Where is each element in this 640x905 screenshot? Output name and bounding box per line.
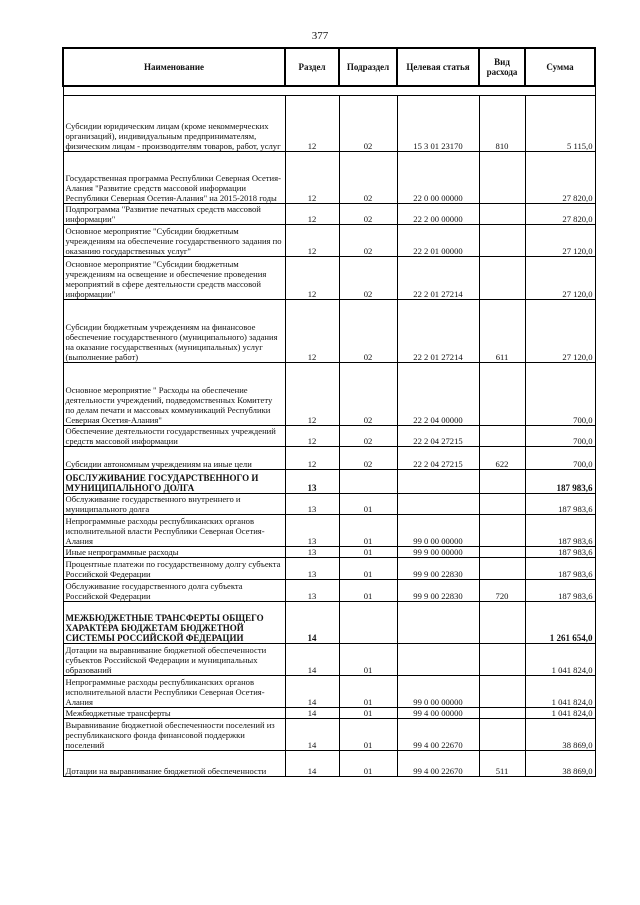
- header-subsection: Подраздел: [339, 48, 397, 86]
- cell-sum: 187 983,6: [525, 515, 595, 547]
- table-row: [63, 447, 595, 470]
- cell-expense-type: [479, 547, 525, 558]
- cell-section: 13: [285, 515, 339, 547]
- cell-subsection: 02: [339, 152, 397, 204]
- cell-subsection: 01: [339, 751, 397, 777]
- cell-target: 99 9 00 22830: [397, 558, 479, 580]
- header-expense-type: Вид расхода: [479, 48, 525, 86]
- cell-target: 22 2 00 00000: [397, 204, 479, 225]
- cell-sum: 187 983,6: [525, 470, 595, 494]
- header-name: Наименование: [63, 48, 285, 86]
- cell-expense-type: 810: [479, 96, 525, 152]
- cell-name: Выравнивание бюджетной обеспеченности поселений из республиканского фонда финансовой поддержки поселений: [63, 719, 285, 751]
- cell-expense-type: [479, 708, 525, 719]
- cell-expense-type: [479, 494, 525, 515]
- cell-target: 99 0 00 00000: [397, 515, 479, 547]
- cell-expense-type: [479, 225, 525, 257]
- budget-table: [62, 47, 596, 777]
- cell-target: 22 2 01 27214: [397, 257, 479, 300]
- cell-section: 12: [285, 447, 339, 470]
- cell-subsection: 02: [339, 257, 397, 300]
- cell-section: 14: [285, 676, 339, 708]
- cell-subsection: 01: [339, 719, 397, 751]
- table-row: [63, 676, 595, 708]
- cell-sum: 1 041 824,0: [525, 644, 595, 676]
- table-header: [63, 48, 595, 86]
- cell-sum: 27 120,0: [525, 300, 595, 363]
- table-row: [63, 558, 595, 580]
- cell-sum: 27 820,0: [525, 152, 595, 204]
- cell-expense-type: [479, 515, 525, 547]
- cell-name: Межбюджетные трансферты: [63, 708, 285, 719]
- cell-sum: 1 041 824,0: [525, 676, 595, 708]
- table-row: [63, 204, 595, 225]
- cell-expense-type: [479, 204, 525, 225]
- cell-target: 99 9 00 22830: [397, 580, 479, 602]
- table-row: [63, 602, 595, 644]
- cell-section: 13: [285, 558, 339, 580]
- cell-sum: 38 869,0: [525, 751, 595, 777]
- cell-subsection: 02: [339, 300, 397, 363]
- header-target: Целевая статья: [397, 48, 479, 86]
- cell-target: 22 2 01 27214: [397, 300, 479, 363]
- cell-expense-type: [479, 363, 525, 426]
- cell-subsection: [339, 470, 397, 494]
- cell-section: 14: [285, 602, 339, 644]
- table-row: [63, 426, 595, 447]
- cell-section: 13: [285, 580, 339, 602]
- table-row: [63, 152, 595, 204]
- cell-target: 99 4 00 22670: [397, 719, 479, 751]
- cell-target: [397, 470, 479, 494]
- cell-section: 12: [285, 96, 339, 152]
- cell-expense-type: [479, 470, 525, 494]
- cell-name: Основное мероприятие "Субсидии бюджетным учреждениям на освещение и обеспечение проведения мероприятий в сфере деятельности средств массовой информации": [63, 257, 285, 300]
- table-row: [63, 580, 595, 602]
- cell-name: ОБСЛУЖИВАНИЕ ГОСУДАРСТВЕННОГО И МУНИЦИПАЛЬНОГО ДОЛГА: [63, 470, 285, 494]
- cell-section: 12: [285, 300, 339, 363]
- cell-section: 12: [285, 257, 339, 300]
- cell-sum: 38 869,0: [525, 719, 595, 751]
- cell-name: Обеспечение деятельности государственных учреждений средств массовой информации: [63, 426, 285, 447]
- cell-name: Дотации на выравнивание бюджетной обеспеченности субъектов Российской Федерации и муниципальных образований: [63, 644, 285, 676]
- cell-target: 99 0 00 00000: [397, 676, 479, 708]
- table-row: [63, 225, 595, 257]
- cell-section: 12: [285, 204, 339, 225]
- cell-name: Подпрограмма "Развитие печатных средств массовой информации": [63, 204, 285, 225]
- table-row: [63, 708, 595, 719]
- cell-subsection: 01: [339, 708, 397, 719]
- cell-section: 14: [285, 719, 339, 751]
- cell-subsection: 02: [339, 426, 397, 447]
- cell-expense-type: [479, 558, 525, 580]
- table-row: [63, 257, 595, 300]
- cell-sum: 187 983,6: [525, 494, 595, 515]
- cell-subsection: 01: [339, 515, 397, 547]
- cell-target: 99 9 00 00000: [397, 547, 479, 558]
- cell-sum: 187 983,6: [525, 580, 595, 602]
- cell-name: Непрограммные расходы республиканских органов исполнительной власти Республики Северная Осетия-Алания: [63, 676, 285, 708]
- cell-expense-type: [479, 676, 525, 708]
- cell-target: 22 2 04 27215: [397, 447, 479, 470]
- cell-section: 12: [285, 426, 339, 447]
- table-row: [63, 96, 595, 152]
- cell-subsection: 01: [339, 494, 397, 515]
- cell-section: 12: [285, 363, 339, 426]
- cell-name: Субсидии юридическим лицам (кроме некоммерческих организаций), индивидуальным предпринимателям, физическим лицам - производителям товаров, работ, услуг: [63, 96, 285, 152]
- table-row: [63, 644, 595, 676]
- cell-section: 14: [285, 751, 339, 777]
- cell-sum: 187 983,6: [525, 558, 595, 580]
- cell-subsection: 01: [339, 676, 397, 708]
- cell-subsection: [339, 602, 397, 644]
- table-spacer-row: [63, 86, 595, 96]
- cell-sum: 700,0: [525, 363, 595, 426]
- cell-target: 22 2 04 27215: [397, 426, 479, 447]
- cell-target: 22 0 00 00000: [397, 152, 479, 204]
- cell-sum: 5 115,0: [525, 96, 595, 152]
- cell-subsection: 01: [339, 644, 397, 676]
- cell-sum: 700,0: [525, 426, 595, 447]
- cell-subsection: 02: [339, 447, 397, 470]
- cell-section: 14: [285, 708, 339, 719]
- cell-subsection: 02: [339, 363, 397, 426]
- cell-name: МЕЖБЮДЖЕТНЫЕ ТРАНСФЕРТЫ ОБЩЕГО ХАРАКТЕРА БЮДЖЕТАМ БЮДЖЕТНОЙ СИСТЕМЫ РОССИЙСКОЙ ФЕДЕРАЦИИ: [63, 602, 285, 644]
- cell-subsection: 01: [339, 547, 397, 558]
- cell-section: 13: [285, 470, 339, 494]
- cell-subsection: 01: [339, 558, 397, 580]
- cell-target: [397, 644, 479, 676]
- cell-expense-type: 622: [479, 447, 525, 470]
- cell-expense-type: 611: [479, 300, 525, 363]
- cell-expense-type: [479, 152, 525, 204]
- table-body: [63, 86, 595, 777]
- spacer-cell: [63, 86, 595, 96]
- cell-sum: 27 820,0: [525, 204, 595, 225]
- table-row: [63, 470, 595, 494]
- table-row: [63, 547, 595, 558]
- cell-name: Дотации на выравнивание бюджетной обеспеченности: [63, 751, 285, 777]
- cell-name: Иные непрограммные расходы: [63, 547, 285, 558]
- cell-target: 15 3 01 23170: [397, 96, 479, 152]
- cell-section: 12: [285, 152, 339, 204]
- cell-name: Основное мероприятие "Субсидии бюджетным учреждениям на обеспечение государственного задания по оказанию государственных услуг": [63, 225, 285, 257]
- cell-section: 14: [285, 644, 339, 676]
- cell-sum: 1 261 654,0: [525, 602, 595, 644]
- cell-target: [397, 602, 479, 644]
- cell-target: 99 4 00 00000: [397, 708, 479, 719]
- cell-expense-type: [479, 719, 525, 751]
- cell-sum: 700,0: [525, 447, 595, 470]
- cell-expense-type: 511: [479, 751, 525, 777]
- table-row: [63, 751, 595, 777]
- cell-name: Государственная программа Республики Северная Осетия-Алания "Развитие средств массовой информации Республики Северная Осетия-Алания" на 2015-2018 годы: [63, 152, 285, 204]
- table-row: [63, 719, 595, 751]
- cell-expense-type: [479, 426, 525, 447]
- cell-subsection: 02: [339, 204, 397, 225]
- cell-target: 22 2 04 00000: [397, 363, 479, 426]
- cell-subsection: 02: [339, 96, 397, 152]
- cell-section: 13: [285, 547, 339, 558]
- cell-expense-type: [479, 644, 525, 676]
- cell-name: Обслуживание государственного внутреннего и муниципального долга: [63, 494, 285, 515]
- cell-name: Непрограммные расходы республиканских органов исполнительной власти Республики Северная Осетия-Алания: [63, 515, 285, 547]
- cell-sum: 187 983,6: [525, 547, 595, 558]
- cell-expense-type: [479, 602, 525, 644]
- cell-target: [397, 494, 479, 515]
- cell-subsection: 01: [339, 580, 397, 602]
- cell-name: Обслуживание государственного долга субъекта Российской Федерации: [63, 580, 285, 602]
- cell-target: 99 4 00 22670: [397, 751, 479, 777]
- table-row: [63, 494, 595, 515]
- cell-expense-type: [479, 257, 525, 300]
- cell-expense-type: 720: [479, 580, 525, 602]
- cell-sum: 1 041 824,0: [525, 708, 595, 719]
- cell-section: 13: [285, 494, 339, 515]
- header-section: Раздел: [285, 48, 339, 86]
- cell-name: Субсидии автономным учреждениям на иные цели: [63, 447, 285, 470]
- cell-sum: 27 120,0: [525, 257, 595, 300]
- cell-name: Субсидии бюджетным учреждениям на финансовое обеспечение государственного (муниципального) задания на оказание государственных (муниципальных) услуг (выполнение работ): [63, 300, 285, 363]
- cell-subsection: 02: [339, 225, 397, 257]
- cell-sum: 27 120,0: [525, 225, 595, 257]
- header-sum: Сумма: [525, 48, 595, 86]
- cell-name: Процентные платежи по государственному долгу субъекта Российской Федерации: [63, 558, 285, 580]
- page-number: 377: [311, 30, 329, 42]
- cell-section: 12: [285, 225, 339, 257]
- table-row: [63, 515, 595, 547]
- table-row: [63, 300, 595, 363]
- cell-target: 22 2 01 00000: [397, 225, 479, 257]
- cell-name: Основное мероприятие " Расходы на обеспечение деятельности учреждений, подведомственных Комитету по делам печати и массовых коммуникаций Республики Северная Осетия-Алания": [63, 363, 285, 426]
- table-row: [63, 363, 595, 426]
